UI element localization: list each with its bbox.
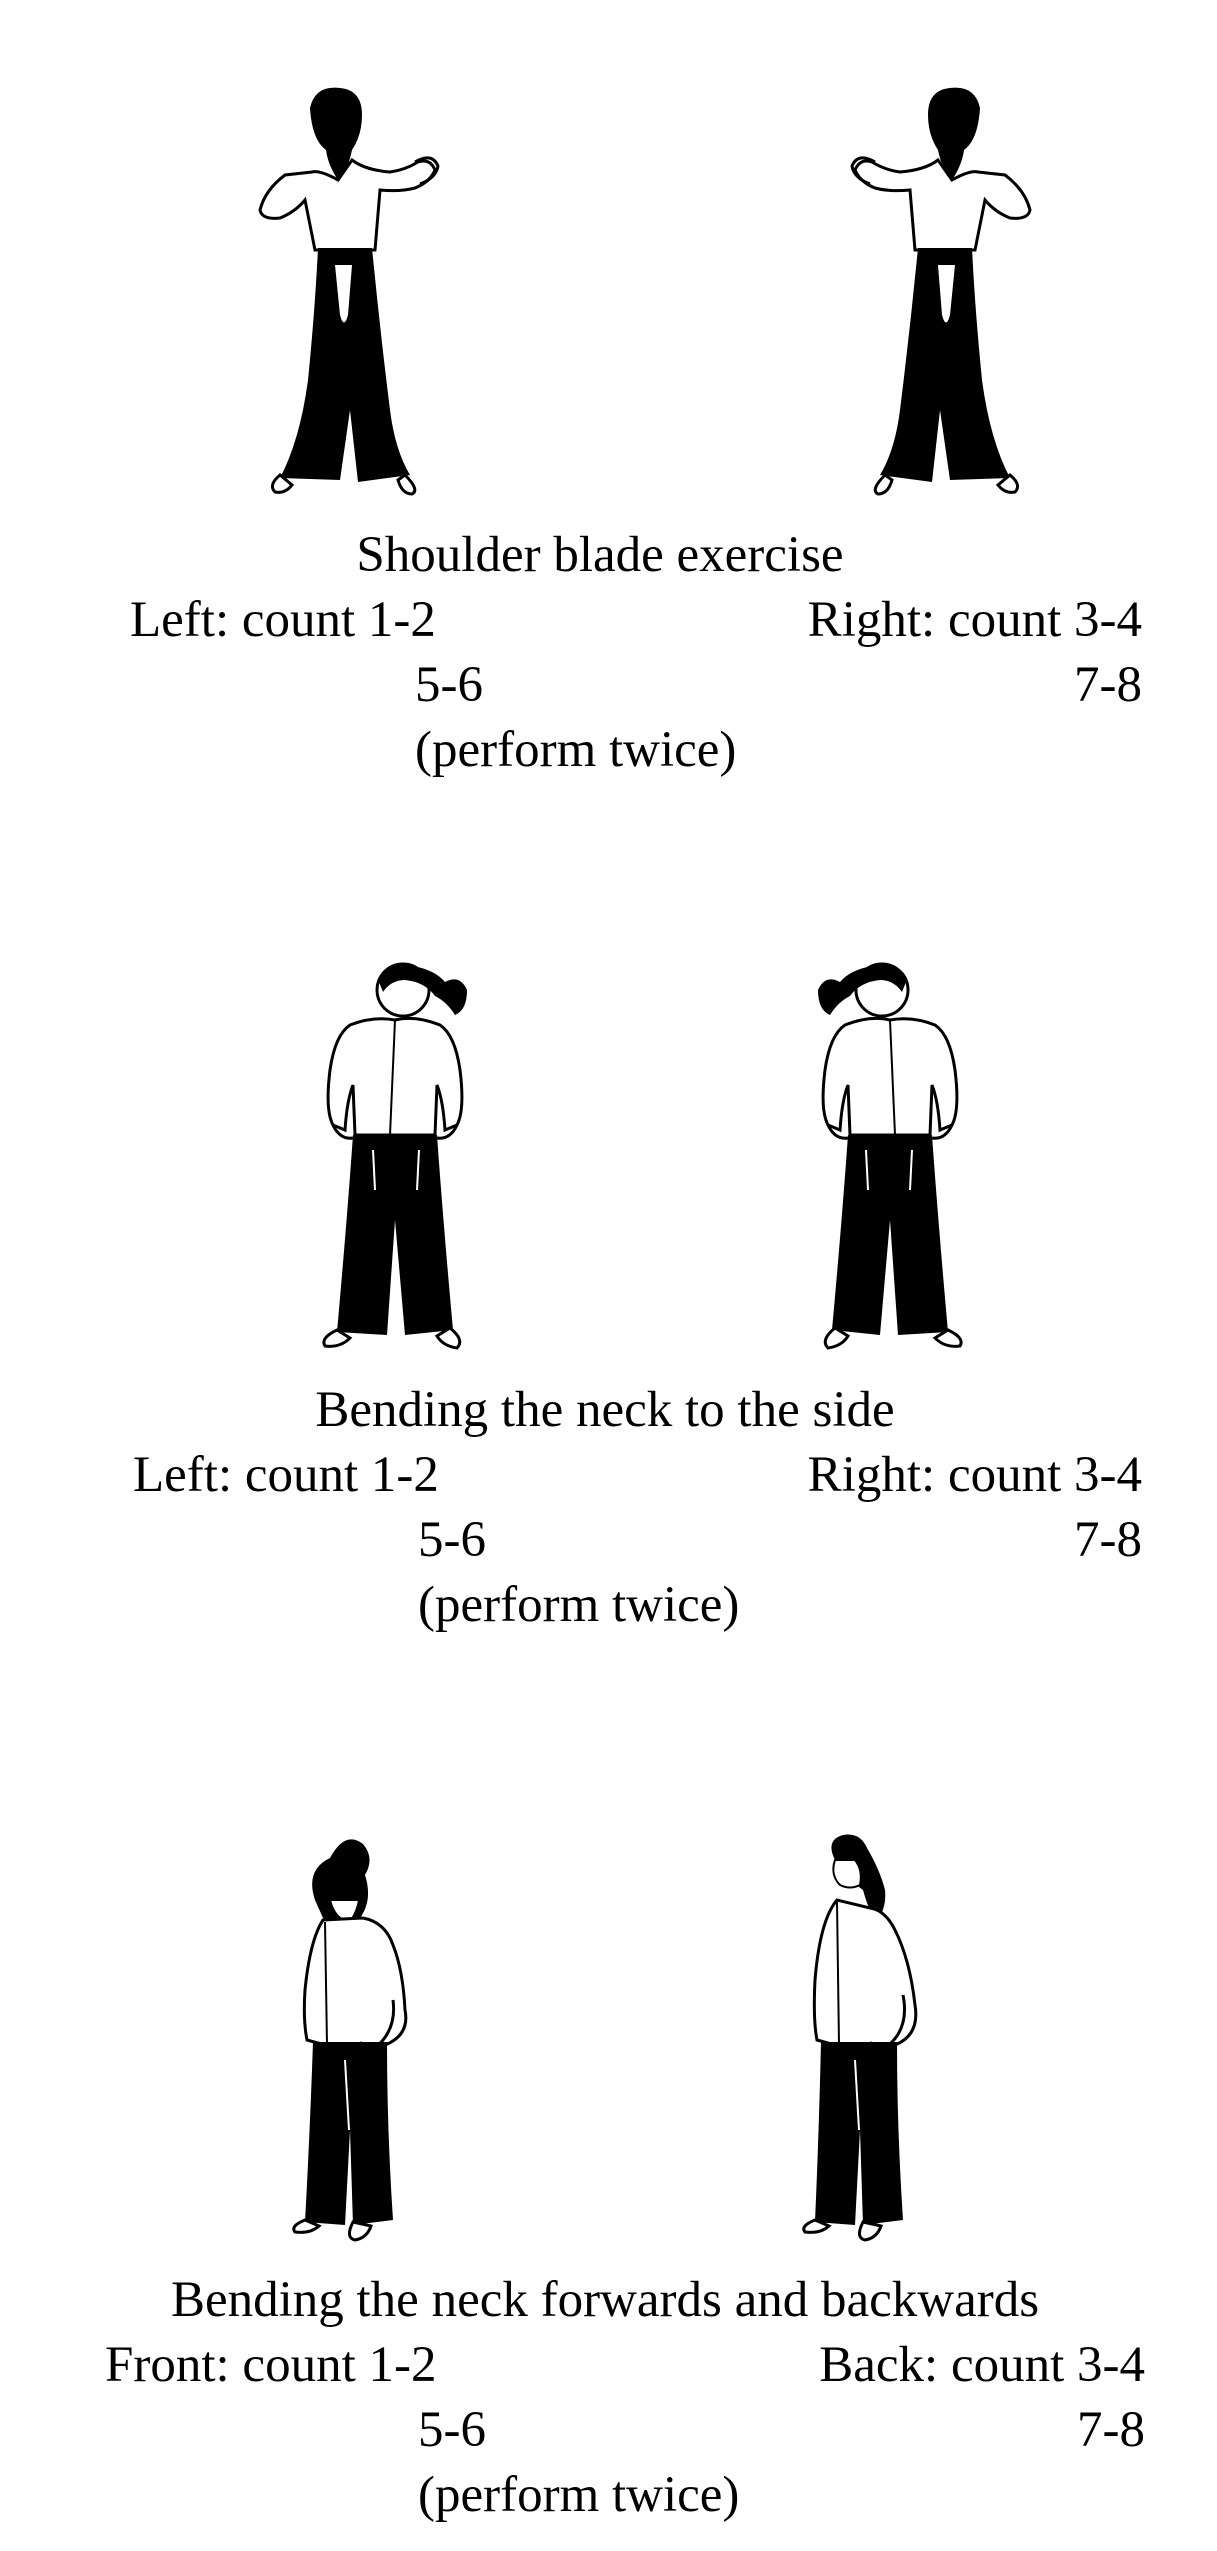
figure-shoulder-left bbox=[240, 80, 460, 500]
figure-neck-side-left bbox=[295, 960, 495, 1360]
right-count-label: Right: count 3-4 bbox=[807, 1447, 1142, 1503]
section-title: Bending the neck forwards and backwards bbox=[170, 2272, 1040, 2328]
figure-neck-side-right bbox=[790, 960, 990, 1360]
left-count-label: Left: count 1-2 bbox=[130, 592, 436, 648]
figure-shoulder-right bbox=[830, 80, 1050, 500]
left-count-label: Front: count 1-2 bbox=[105, 2337, 437, 2393]
left-count-sub: 5-6 bbox=[415, 657, 483, 713]
right-count-sub: 7-8 bbox=[1074, 1512, 1142, 1568]
section-title: Shoulder blade exercise bbox=[356, 527, 844, 583]
figure-neck-front bbox=[275, 1830, 435, 2250]
right-count-label: Right: count 3-4 bbox=[807, 592, 1142, 648]
right-count-label: Back: count 3-4 bbox=[819, 2337, 1145, 2393]
perform-note: (perform twice) bbox=[415, 722, 737, 778]
left-count-sub: 5-6 bbox=[418, 2402, 486, 2458]
left-count-sub: 5-6 bbox=[418, 1512, 486, 1568]
perform-note: (perform twice) bbox=[418, 2467, 740, 2523]
perform-note: (perform twice) bbox=[418, 1577, 740, 1633]
left-count-label: Left: count 1-2 bbox=[133, 1447, 439, 1503]
right-count-sub: 7-8 bbox=[1077, 2402, 1145, 2458]
figure-neck-back bbox=[775, 1830, 945, 2250]
right-count-sub: 7-8 bbox=[1074, 657, 1142, 713]
section-title: Bending the neck to the side bbox=[315, 1382, 895, 1438]
